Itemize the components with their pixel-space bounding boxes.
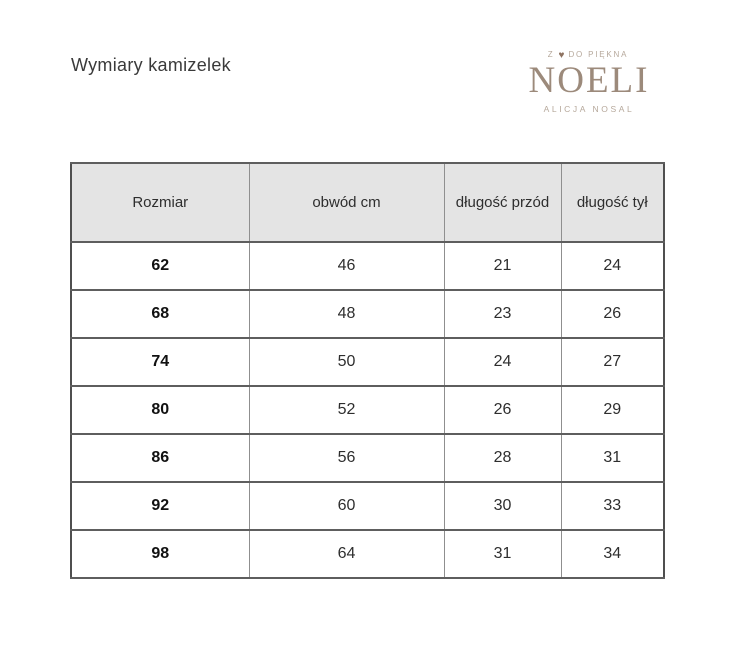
table-row [71, 386, 664, 434]
table-row [71, 242, 664, 290]
cell-rozmiar: 62 [71, 242, 249, 290]
heart-icon: ♥ [558, 50, 565, 61]
cell-obwod-cm: 52 [249, 386, 444, 434]
cell-dlugosc-tyl: 29 [561, 386, 664, 434]
cell-rozmiar: 86 [71, 434, 249, 482]
column-header-rozmiar: Rozmiar [71, 163, 249, 242]
cell-obwod-cm: 64 [249, 530, 444, 578]
cell-obwod-cm: 50 [249, 338, 444, 386]
page-title: Wymiary kamizelek [71, 55, 231, 75]
column-header-dlugosc-przod: długość przód [444, 163, 561, 242]
cell-rozmiar: 74 [71, 338, 249, 386]
size-table-body [71, 242, 664, 578]
cell-obwod-cm: 48 [249, 290, 444, 338]
table-row [71, 290, 664, 338]
noeli-logo [512, 50, 664, 114]
cell-dlugosc-tyl: 24 [561, 242, 664, 290]
table-row [71, 338, 664, 386]
cell-dlugosc-przod: 23 [444, 290, 561, 338]
cell-rozmiar: 68 [71, 290, 249, 338]
cell-dlugosc-przod: 30 [444, 482, 561, 530]
cell-dlugosc-tyl: 27 [561, 338, 664, 386]
header-row [71, 163, 664, 242]
column-header-dlugosc-tyl: długość tył [561, 163, 664, 242]
cell-dlugosc-tyl: 26 [561, 290, 664, 338]
cell-dlugosc-przod: 21 [444, 242, 561, 290]
tagline-suffix: DO PIĘKNA [568, 50, 629, 59]
table-row [71, 482, 664, 530]
cell-dlugosc-przod: 28 [444, 434, 561, 482]
table-row [71, 530, 664, 578]
cell-rozmiar: 98 [71, 530, 249, 578]
column-header-obwod-cm: obwód cm [249, 163, 444, 242]
cell-obwod-cm: 46 [249, 242, 444, 290]
cell-dlugosc-tyl: 31 [561, 434, 664, 482]
cell-rozmiar: 80 [71, 386, 249, 434]
table-row [71, 434, 664, 482]
cell-dlugosc-przod: 26 [444, 386, 561, 434]
cell-dlugosc-tyl: 33 [561, 482, 664, 530]
cell-dlugosc-przod: 31 [444, 530, 561, 578]
cell-dlugosc-przod: 24 [444, 338, 561, 386]
cell-obwod-cm: 56 [249, 434, 444, 482]
size-table [70, 162, 665, 579]
brand-name: NOELI [528, 60, 650, 101]
brand-subtitle: ALICJA NOSAL [543, 104, 635, 114]
tagline-prefix: Z [547, 50, 555, 59]
cell-rozmiar: 92 [71, 482, 249, 530]
cell-dlugosc-tyl: 34 [561, 530, 664, 578]
cell-obwod-cm: 60 [249, 482, 444, 530]
